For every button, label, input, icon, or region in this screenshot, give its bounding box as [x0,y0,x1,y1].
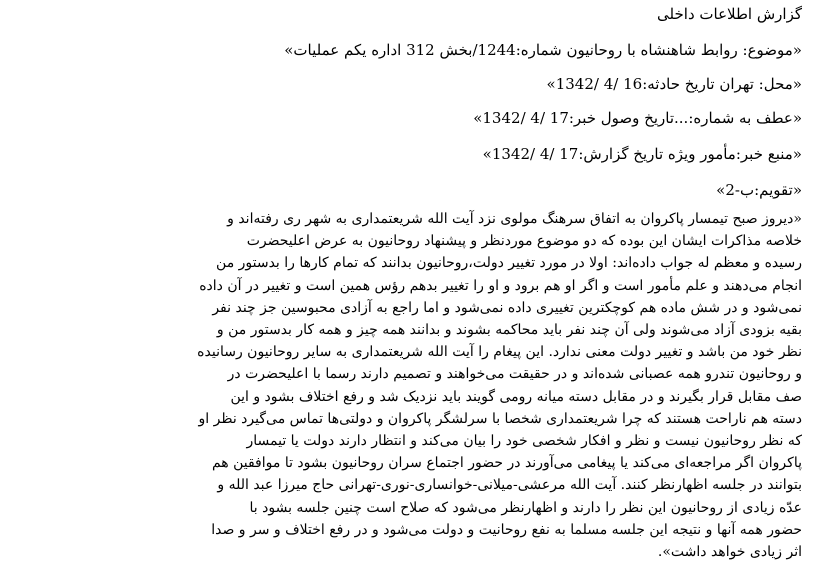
body-line: که نظر روحانیون نیست و نظر و افکار شخصی خود را بیان می‌کند و انتظار دارند دولت یا تیمسار [246,433,802,450]
body-line: اثر زیادی خواهد داشت». [657,544,802,561]
body-line: بتوانند در جلسه اظهارنظر کنند. آیت الله مرعشی-میلانی-خوانساری-نوری-تهرانی حاج میرزا عبد الله و [217,477,802,494]
reference-line: «عطف به شماره:...تاریخ وصول خبر:17 /4 /1342» [473,109,802,127]
body-line: نمی‌شود و در شش ماده هم کوچکترین تغییری داده نمی‌شود و اما راجع به آزادی محبوسین جز چند نفر [212,299,802,316]
source-line: «منبع خبر:مأمور ویژه تاریخ گزارش:17 /4 /1342» [482,145,802,163]
body-line: پاکروان اگر مراجعه‌ای می‌کند یا پیغامی می‌آورند در حضور اجتماع سران روحانیون بشود تا موافقین هم [211,455,802,472]
body-line: نظر خود من باشد و تغییر دولت معنی ندارد. این پیغام را آیت الله شریعتمداری به سایر روحانیون رسانیده [197,344,802,361]
body-line: و روحانیون تندرو همه عصبانی شده‌اند و در حقیقت می‌خواهند و تصمیم دارند رسما با اعلیحضرت در [227,366,802,383]
calendar-line: «تقویم:ب-2» [716,181,802,199]
body-line: انجام می‌دهند و علم مأمور است و اگر او هم برود و او را تغییر بدهم رؤس همین است و تغییر در آن داده [199,277,802,294]
body-line: بقیه بزودی آزاد می‌شوند ولی آن چند نفر باید محاکمه بشوند و بدانند همه چیز و همه کار بدستور من و [216,322,802,339]
body-line: دسته هم ناراحت هستند که چرا شریعتمداری شخصا با سرلشگر پاکروان و دولتی‌ها تماس می‌گیرد نظر او [198,410,802,427]
body-line: عدّه زیادی از روحانیون این نظر را دارند و اظهارنظر می‌شود که صلاح است چنین جلسه بشود با [249,499,802,516]
place-date-line: «محل: تهران تاریخ حادثه:16 /4 /1342» [546,75,802,93]
subject-line: «موضوع: روابط شاهنشاه با روحانیون شماره:1244/بخش 312 اداره یکم عملیات» [284,41,802,59]
body-line: صف مقابل قرار بگیرند و در مقابل دسته میانه رومی گویند باید نزدیک شد و رفع اختلاف بشود و این [230,388,802,405]
body-line: خلاصه مذاکرات ایشان این بوده که دو موضوع موردنظر و پیشنهاد روحانیون به عرض اعلیحضرت [246,233,802,250]
body-line: «دیروز صبح تیمسار پاکروان به اتفاق سرهنگ مولوی نزد آیت الله شریعتمداری به شهر ری رفته‌اند و [227,211,802,227]
body-line: حضور همه آنها و نتیجه این جلسه مسلما به نفع روحانیت و دولت می‌شود و در رفع اختلاف و سر و صدا [211,521,802,538]
body-line: رسیده و معظم له جواب داده‌اند: اولا در مورد تغییر دولت،روحانیون بدانند که تمام کارها را بدستور من [216,255,802,272]
report-title: گزارش اطلاعات داخلی [657,5,802,23]
report-body [14,208,802,563]
